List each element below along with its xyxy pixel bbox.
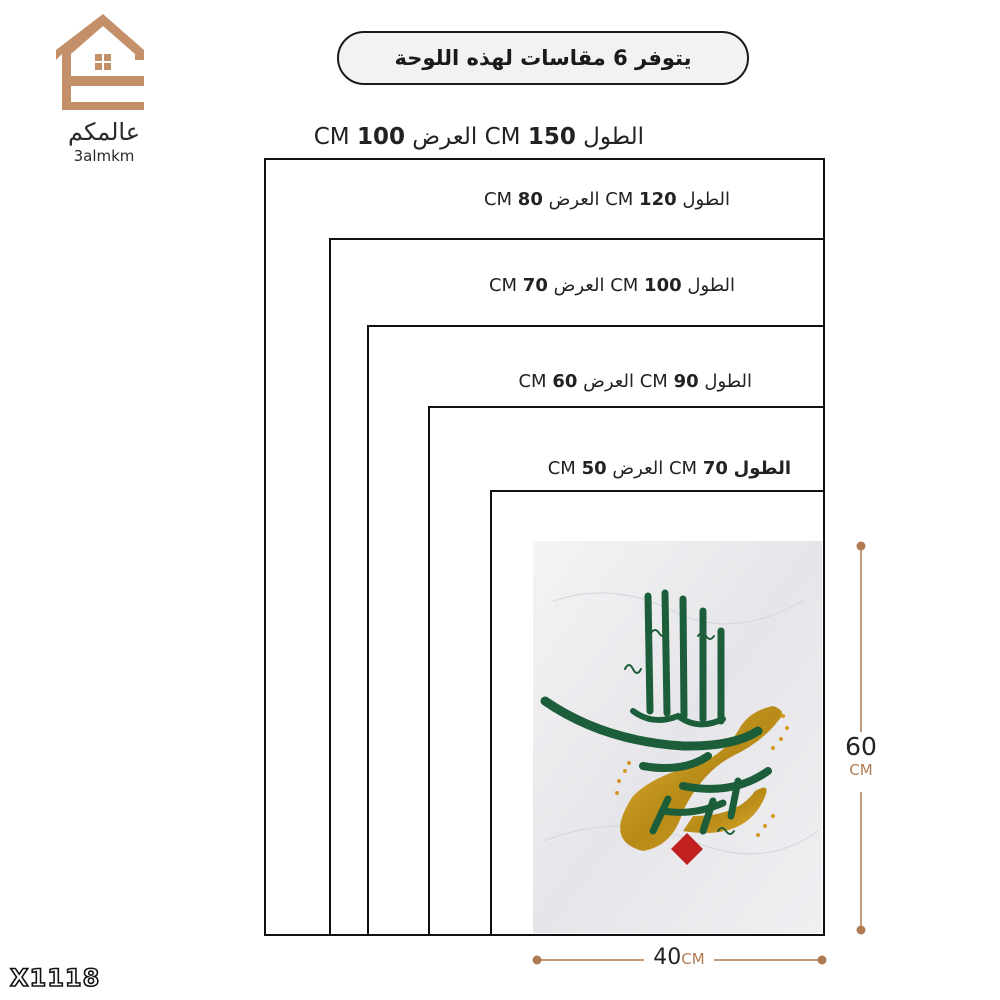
calligraphy-painting (533, 541, 822, 933)
width-unit: CM (681, 950, 705, 968)
height-unit: CM (849, 761, 873, 779)
width-dimension-label (644, 945, 714, 975)
size-label-4: الطول 90 CM العرض 60 CM (518, 371, 752, 392)
sizes-available-title: يتوفر 6 مقاسات لهذه اللوحة (337, 31, 749, 85)
house-logo-icon (48, 12, 158, 122)
size-label-1: الطول 150 CM العرض 100 CM (313, 124, 644, 150)
size-label-3: الطول 100 CM العرض 70 CM (488, 275, 735, 296)
width-value: 40 (653, 945, 682, 970)
brand-name-en: 3almkm (73, 147, 135, 165)
brand-name-ar: عالمكم (67, 118, 141, 146)
product-code: X1118 (10, 964, 101, 992)
height-value: 60 (845, 732, 877, 761)
height-dimension-label (836, 732, 886, 792)
calligraphy-artwork-icon (533, 541, 822, 933)
size-label-2: الطول 120 CM العرض 80 CM (483, 189, 730, 210)
size-label-5: الطول 70 CM العرض 50 CM (547, 458, 791, 479)
